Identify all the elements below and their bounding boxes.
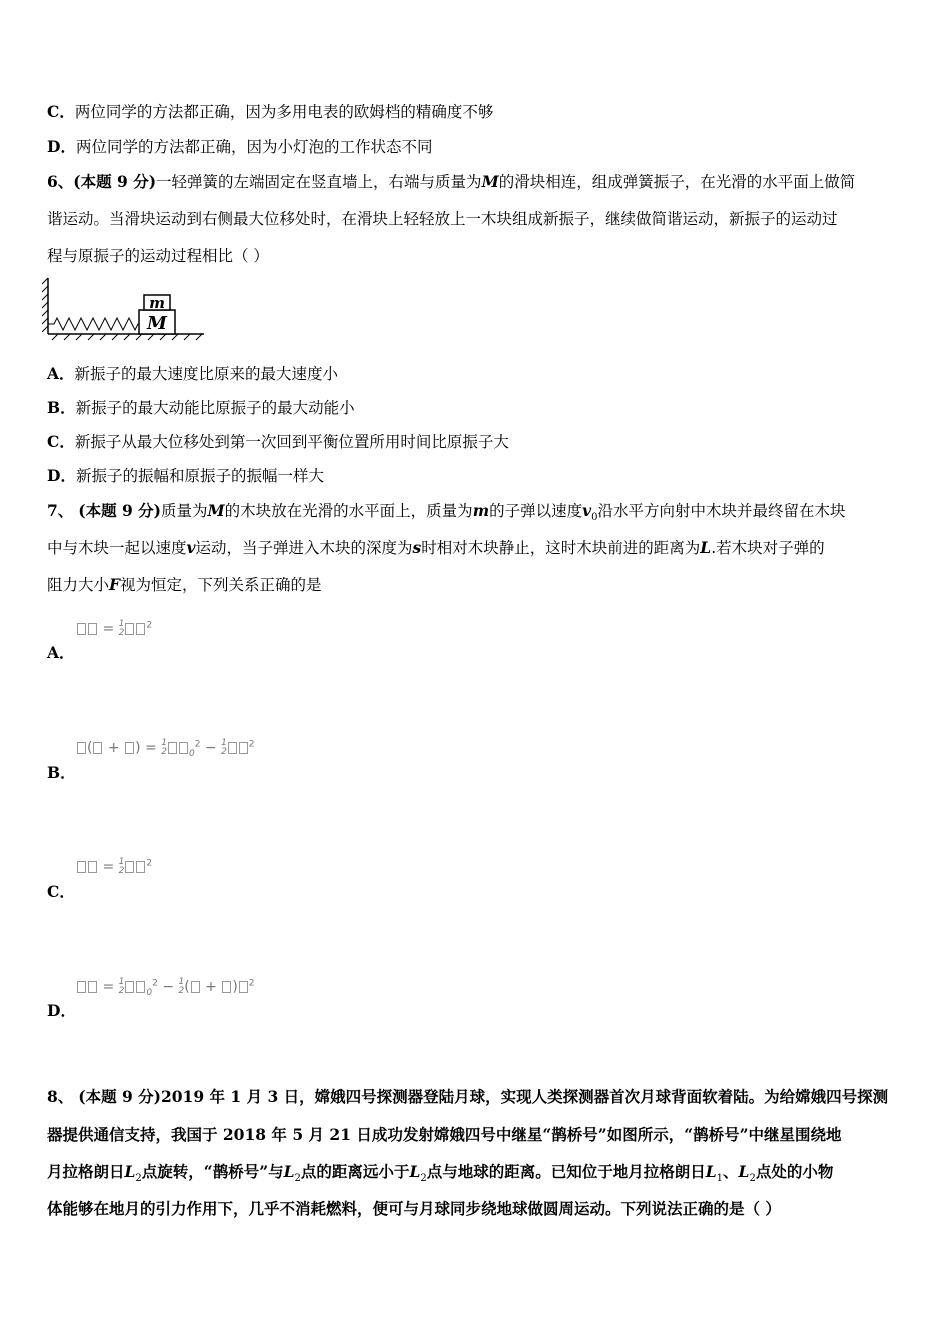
q5-option-c: C．两位同学的方法都正确，因为多用电表的欧姆档的精确度不够 — [47, 102, 494, 121]
q6-stem-line1: 6、(本题 9 分)一轻弹簧的左端固定在竖直墙上，右端与质量为M的滑块相连，组成弹簧振子，在光滑的水平面上做简 — [47, 172, 856, 191]
q5-option-d: D．两位同学的方法都正确，因为小灯泡的工作状态不同 — [47, 137, 433, 156]
spring-oscillator-figure — [42, 276, 208, 342]
q8-stem-line1: 8、 (本题 9 分)2019 年 1 月 3 日，嫦娥四号探测器登陆月球，实现人类探测器首次月球背面软着陆。为给嫦娥四号探测 — [47, 1087, 889, 1106]
q7-option-b-label: B． — [47, 763, 76, 782]
q6-stem-line2: 谐运动。当滑块运动到右侧最大位移处时，在滑块上轻轻放上一木块组成新振子，继续做简谐运动，新振子的运动过 — [47, 210, 838, 228]
q7-stem-line1: 7、 (本题 9 分)质量为M的木块放在光滑的水平面上，质量为m的子弹以速度$v_0$沿水平方向射中木块并最终留在木块 — [47, 501, 846, 524]
q6-option-c: C．新振子从最大位移处到第一次回到平衡位置所用时间比原振子大 — [47, 432, 509, 451]
small-block-label: m — [149, 294, 165, 312]
q7-option-d-label: D． — [47, 1001, 76, 1020]
q6-option-a: A．新振子的最大速度比原来的最大速度小 — [47, 364, 339, 383]
q7-option-a-label: A． — [47, 643, 75, 662]
q6-option-d: D．新振子的振幅和原振子的振幅一样大 — [47, 466, 324, 485]
formula-b: ( + ) = 1 2 $_0^2$ − 1 2 $^2$ — [76, 739, 255, 759]
big-block-label: M — [147, 313, 167, 334]
q8-stem-line2: 器提供通信支持，我国于 2018 年 5 月 21 日成功发射嫦娥四号中继星“鹊桥号”如图所示，“鹊桥号”中继星围绕地 — [47, 1125, 842, 1144]
q7-stem-line3: 阻力大小F视为恒定，下列关系正确的是 — [47, 575, 322, 594]
formula-a: = 1 2 $^2$ — [76, 620, 152, 638]
q6-stem-line3: 程与原振子的运动过程相比（ ） — [47, 247, 269, 265]
formula-c: = 1 2 $^2$ — [76, 858, 152, 876]
q8-stem-line4: 体能够在地月的引力作用下，几乎不消耗燃料，便可与月球同步绕地球做圆周运动。下列说法正确的是（ ） — [47, 1199, 781, 1218]
q8-stem-line3: 月拉格朗日$L_2$点旋转，“鹊桥号”与$L_2$点的距离远小于$L_2$点与地球的距离。已知位于地月拉格朗日$L_1$、$L_2$点处的小物 — [47, 1162, 834, 1185]
formula-d: = 1 2 $_0^2$ − 1 2 ( + ) $^2$ — [76, 978, 255, 998]
q6-option-b: B．新振子的最大动能比原振子的最大动能小 — [47, 398, 355, 417]
q7-option-c-label: C． — [47, 882, 75, 901]
q7-stem-line2: 中与木块一起以速度v运动，当子弹进入木块的深度为s时相对木块静止，这时木块前进的距离为L.若木块对子弹的 — [47, 538, 825, 557]
